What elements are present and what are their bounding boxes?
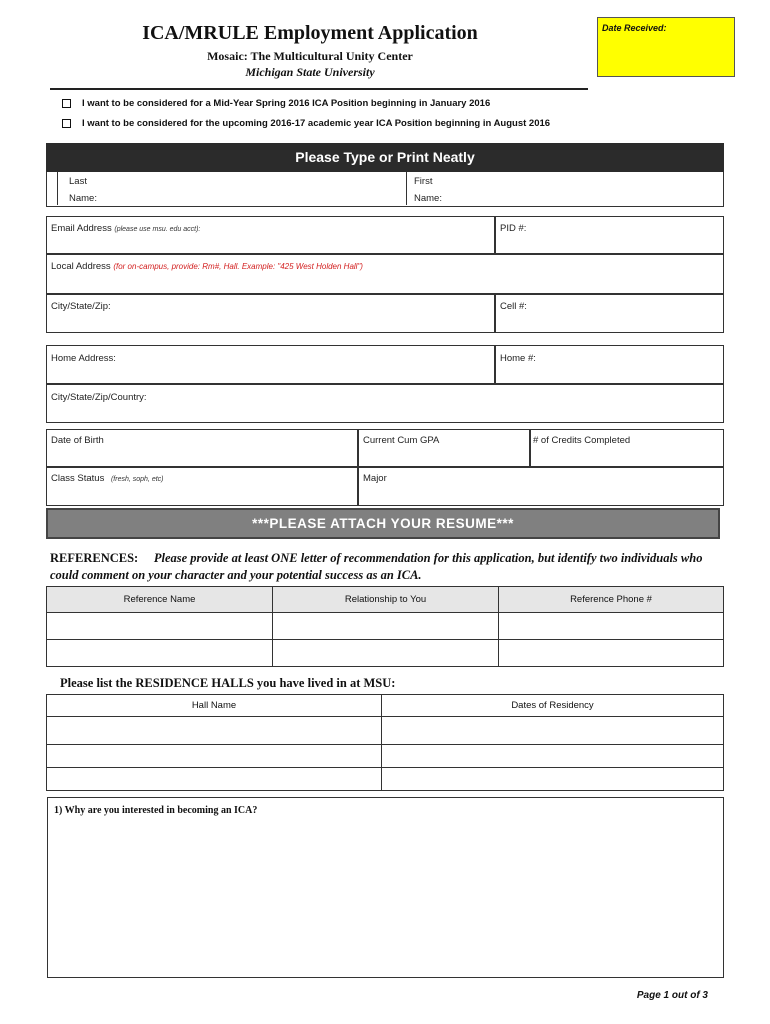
checkbox-academic-year-label: I want to be considered for the upcoming 2016-17 academic year ICA Position beginning in August 2016 [82, 118, 551, 129]
date-received-label: Date Received: [602, 23, 667, 33]
ref-col-phone: Reference Phone # [498, 586, 724, 613]
home-address-label: Home Address: [51, 353, 116, 364]
hall-col-dates: Dates of Residency [381, 694, 724, 717]
first-name-label-1: First [414, 176, 433, 187]
checkbox-spring[interactable] [62, 99, 71, 108]
home-phone-field[interactable] [495, 345, 724, 384]
last-name-label-1: Last [69, 176, 87, 187]
home-phone-label: Home #: [500, 353, 536, 364]
class-status-label: Class Status [51, 473, 105, 484]
cell-label: Cell #: [500, 301, 527, 312]
ref-col-name: Reference Name [46, 586, 273, 613]
cell-field[interactable] [495, 294, 724, 333]
ref-1-phone-cell[interactable] [498, 612, 724, 640]
city-state-zip-label: City/State/Zip: [51, 301, 111, 312]
credits-label: # of Credits Completed [533, 435, 631, 446]
name-row [46, 172, 724, 207]
ref-col-relationship: Relationship to You [272, 586, 499, 613]
dob-label: Date of Birth [51, 435, 104, 446]
major-field[interactable] [358, 467, 724, 506]
email-note: (please use msu. edu acct): [114, 226, 201, 233]
header-divider [50, 88, 588, 90]
ref-2-name-cell[interactable] [46, 639, 273, 667]
email-field[interactable] [46, 216, 495, 254]
checkbox-row-academic-year[interactable] [62, 118, 550, 129]
hall-3-name-cell[interactable] [46, 767, 382, 791]
local-address-field[interactable] [46, 254, 724, 294]
ref-1-name-cell[interactable] [46, 612, 273, 640]
residence-halls-prompt: Please list the RESIDENCE HALLS you have lived in at MSU: [60, 676, 396, 690]
class-status-field[interactable] [46, 467, 358, 506]
checkbox-academic-year[interactable] [62, 119, 71, 128]
gpa-label: Current Cum GPA [363, 435, 440, 446]
email-label: Email Address [51, 223, 112, 234]
ref-1-relationship-cell[interactable] [272, 612, 499, 640]
references-table [46, 586, 724, 668]
hall-col-name: Hall Name [46, 694, 382, 717]
class-status-note: (fresh, soph, etc) [110, 476, 164, 483]
dob-field[interactable] [46, 429, 358, 467]
home-address-field[interactable] [46, 345, 495, 384]
hall-1-name-cell[interactable] [46, 716, 382, 745]
gpa-field[interactable] [358, 429, 530, 467]
city-state-zip-field[interactable] [46, 294, 495, 333]
credits-field[interactable] [530, 429, 724, 467]
ref-2-relationship-cell[interactable] [272, 639, 499, 667]
references-label: REFERENCES: [50, 551, 139, 565]
pid-label: PID #: [500, 223, 527, 234]
institution: Michigan State University [245, 65, 375, 79]
home-city-label: City/State/Zip/Country: [51, 392, 147, 403]
references-instructions [50, 550, 730, 584]
local-address-note: (for on-campus, provide: Rm#, Hall. Example: "425 West Holden Hall") [113, 262, 363, 271]
banner-type-neatly: Please Type or Print Neatly [46, 143, 724, 172]
page-number: Page 1 out of 3 [636, 990, 708, 1001]
checkbox-spring-label: I want to be considered for a Mid-Year Spring 2016 ICA Position beginning in January 2016 [82, 98, 491, 109]
date-received-box [597, 17, 735, 77]
subtitle: Mosaic: The Multicultural Unity Center [207, 49, 413, 63]
hall-1-dates-cell[interactable] [381, 716, 724, 745]
question-1-box[interactable] [47, 797, 724, 978]
hall-2-name-cell[interactable] [46, 744, 382, 768]
major-label: Major [363, 473, 387, 484]
pid-field[interactable] [495, 216, 724, 254]
last-name-label-2: Name: [69, 193, 97, 204]
first-name-label-2: Name: [414, 193, 442, 204]
hall-2-dates-cell[interactable] [381, 744, 724, 768]
question-1-label: 1) Why are you interested in becoming an ICA? [54, 805, 258, 816]
banner-attach-resume: ***PLEASE ATTACH YOUR RESUME*** [46, 508, 720, 539]
checkbox-row-spring[interactable] [62, 98, 490, 109]
hall-3-dates-cell[interactable] [381, 767, 724, 791]
residence-halls-table [46, 694, 724, 791]
local-address-label: Local Address [51, 261, 111, 272]
references-text: Please provide at least ONE letter of recommendation for this application, but identify two individuals who could comment on your character and your potential success as an ICA. [50, 551, 703, 582]
ref-2-phone-cell[interactable] [498, 639, 724, 667]
home-city-field[interactable] [46, 384, 724, 423]
page-title: ICA/MRULE Employment Application [142, 22, 478, 44]
